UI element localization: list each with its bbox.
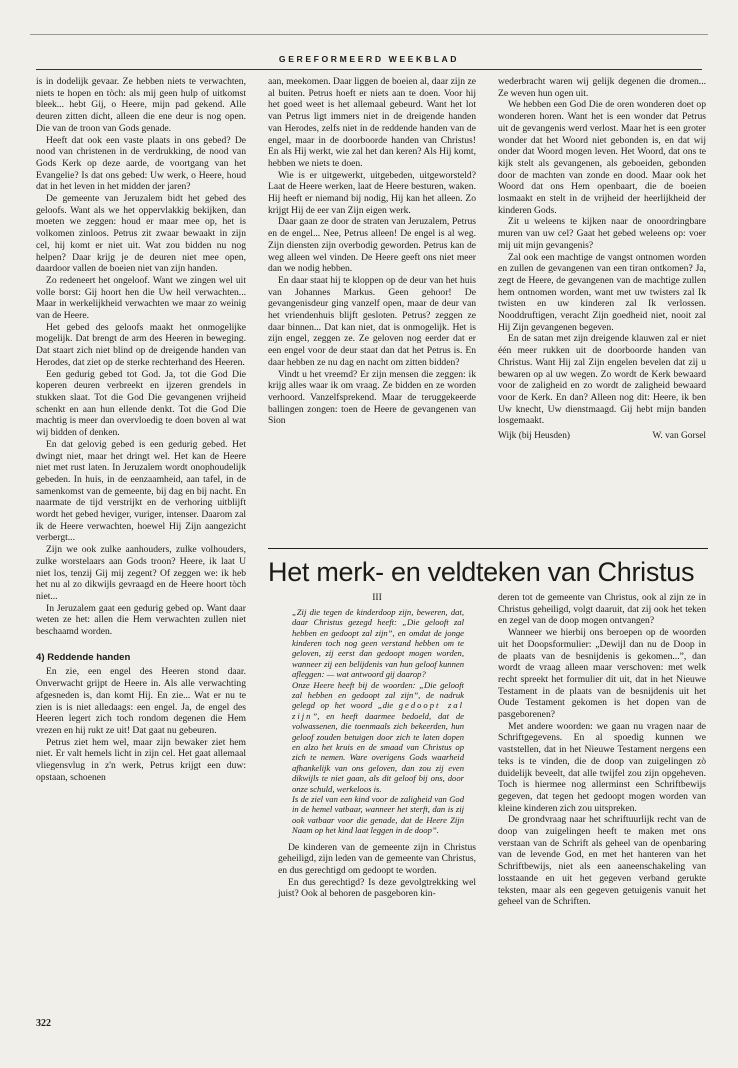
quote-text: Onze Heere heeft bij de woorden: „Die gelooft zal hebben en gedoopt zal zijn”, de nadruk gelegd op het woord „die xyxy=(292,679,464,711)
paragraph: Petrus ziet hem wel, maar zijn bewaker ziet hem niet. Er valt hemels licht in zijn cel. Het gaat allemaal vliegensvlug in z'n werk, Petrus krijgt een duw: opstaan, schoenen xyxy=(36,736,246,783)
catechism-quote xyxy=(292,607,464,836)
paragraph: De kinderen van de gemeente zijn in Christus geheiligd, zijn leden van de gemeente van Christus, en dus gerechtigd om gedoopt te worden. xyxy=(278,841,476,877)
paragraph: En zie, een engel des Heeren stond daar. Onverwacht grijpt de Heere in. Als alle verwachting afgesneden is, dan komt Hij. En zie... Wat er nu te zien is is niet alledaags: een engel. Ja, de engel des Heeren legert zich toch rondom degenen die Hem vrezen en hij rukt ze uit! Dat gaat nu gebeuren. xyxy=(36,666,246,736)
paragraph: We hebben een God Die de oren wonderen doet op wonderen horen. Want het is een wonder dat Petrus uit de gevangenis werd verlost. Maar het is een groter wonder dat het Woord niet gebonden is, en dat wij onder dat Woord mogen leven. Het Woord, dat ons te kijk stelt als gevangenen, als geboeiden, gebonden door de machten van zonde en dood. Maar ook het Woord dat ons Hem openbaart, die de boeien losmaakt en stelt in de vrijheid der heerlijkheid der kinderen Gods. xyxy=(498,99,706,216)
paragraph: is in dodelijk gevaar. Ze hebben niets te verwachten, niets te hopen en tòch: als mij geen hulp of uitkomst bleek... hebt Gij, o Heere, mijn pad gekend. Alle deuren zitten dicht, alleen die ene deur is nog open. Die van de troon van Gods genade. xyxy=(36,76,246,134)
paragraph: Wie is er uitgewerkt, uitgebeden, uitgeworsteld? Laat de Heere werken, laat de Heere besturen, waken. Hij heeft er niemand bij nodig, Hij kan het alleen. Zo krijgt Hij de eer van Zijn eigen werk. xyxy=(268,169,476,216)
paragraph: En daar staat hij te kloppen op de deur van het huis van Johannes Markus. Geen gehoor! De gevangenisdeur ging vanzelf open, maar de deur van het vriendenhuis blijft gesloten. Petrus? zeggen ze daar binnen... Dat kan niet, dat is onmogelijk. Het is zijn engel, zeggen ze. Ze geloven nog eerder dat er een engel voor de deur staat dan dat het Petrus is. En daar hebben ze nu dag en nacht om zitten bidden? xyxy=(268,274,476,368)
paragraph: Het gebed des geloofs maakt het onmogelijke mogelijk. Dat brengt de arm des Heeren in beweging. Dat staart zich niet blind op de dreigende handen van Herodes, dat ziet op de sterke rechterhand des Heeren. xyxy=(36,321,246,368)
paragraph: Heeft dat ook een vaste plaats in ons gebed? De nood van christenen in de verdrukking, de nood van Gods Kerk op deze aarde, de voortgang van het Evangelie? Is dat ons gebed: Uw werk, o Heere, houd dat in het leven in het midden der jaren? xyxy=(36,134,246,193)
quote-emphasis: gedoopt zal zijn xyxy=(292,700,464,721)
paragraph: Zit u weleens te kijken naar de onoordringbare muren van uw cel? Gaat het gebed weleens op: voer mij uit mijn gevangenis? xyxy=(498,216,706,251)
paragraph: deren tot de gemeente van Christus, ook al zijn ze in Christus geheiligd, volgt daaruit, dat zij ook het teken en zegel van de doop mogen ontvangen? xyxy=(498,592,706,627)
paragraph: In Jeruzalem gaat een gedurig gebed op. Want daar weten ze het: allen die Hem verwachten zullen niet beschaamd worden. xyxy=(36,602,246,638)
quote-text: ”, en heeft daarmee bedoeld, dat de volwassenen, die toenmaals zich bekeerden, hun geloof zouden betuigen door zich te laten dopen en alzo het kruis en de smaad van Christus op zich te nemen. Ware overigens Gods waarheid afhankelijk van ons geloven, dan zou zij even dikwijls te niet gaan, als dit geloof bij ons, door onze schuld, werkeloos is. xyxy=(292,710,464,794)
article-column-2 xyxy=(498,592,706,908)
paragraph: En dat gelovig gebed is een gedurig gebed. Het dwingt niet, maar het dringt wel. Het kan de Heere niet met rust laten. In Jeruzalem wordt onophoudelijk gebeden. In huis, in de eenzaamheid, aan tafel, in de samenkomst van de gemeente, bij dag en bij nacht. En naarmate de tijd verstrijkt en de verhoring uitblijft wordt het gebed heviger, vuriger, intenser. Daarom zal ik de Heere verwachten, hoewel Hij Zijn aangezicht verbergt... xyxy=(36,438,246,544)
paragraph: Zal ook een machtige de vangst ontnomen worden en zullen de gevangenen van een tiran ontkomen? Ja, zegt de Heere, de gevangenen van de machtige zullen hem ontnomen worden, want met uw twisters zal Ik twisten en uw kinderen zal Ik verlossen. Nooddruftigen, veracht Zijn goedheid niet, nooit zal Hij Zijn gevangenen begeven. xyxy=(498,251,706,333)
paragraph: De grondvraag naar het schriftuurlijk recht van de doop van zuigelingen heeft te maken met ons verstaan van de Schrift als geheel van de openbaring van de levende God, en met het hanteren van het Schriftbewijs, niet als een aaneenschakeling van losstaande en uit het gegeven verband gerukte teksten, maar als een gegeven getuigenis vanuit het geheel van de Schriften. xyxy=(498,814,706,908)
signature-place: Wijk (bij Heusden) xyxy=(498,431,571,442)
paragraph: Wanneer we hierbij ons beroepen op de woorden uit het Doopsformulier: „Dewijl dan nu de Doop in de plaats van de besnijdenis is gekomen...”, dan wordt de vraag alleen maar verschoven: met welk recht spreekt het formulier dit uit, dat in het Nieuwe Testament in de plaats van de besnijdenis uit het Oude Testament gekomen is het dopen van de pasgeborenen? xyxy=(498,627,706,721)
header-rule xyxy=(36,69,702,70)
top-edge-rule xyxy=(30,34,708,35)
paragraph: Met andere woorden: we gaan nu vragen naar de Schriftgegevens. En al spoedig kunnen we vaststellen, dat in het Nieuwe Testament nergens een teks is te vinden, die de doop van zuigelingen zò duidelijk beveelt, dat alle twijfel zou zijn opgeheven. Toch is hiermee nog allerminst een Schriftbewijs gegeven, dat tegen het gedoopt mogen worden van kleine kinderen zich zou uitspreken. xyxy=(498,720,706,814)
article-divider xyxy=(268,548,708,549)
paragraph: En de satan met zijn dreigende klauwen zal er niet één meer rukken uit de doorboorde handen van Christus. Want Hij zal Zijn engelen bevelen dat zij u bewaren op al uw wegen. Zo wordt de Kerk bewaard voor de zaligheid en zo wordt de zaligheid bewaard voor de Kerk. En dan? Alleen nog dit: Heere, ik ben Uw knecht, Uw dienstmaagd. Gij hebt mijn banden losgemaakt. xyxy=(498,333,706,427)
paragraph: Zo redeneert het ongeloof. Want we zingen wel uit volle borst: Gij hoort hen die Uw heil verwachten... Maar in werkelijkheid verwachten we maar zo weinig van de Heere. xyxy=(36,274,246,322)
quote-paragraph: Is de ziel van een kind voor de zaligheid van God in de hemel vatbaar, wanneer het sterft, dan is zij ook vatbaar voor die genade, dat de Heere Zijn Naam op het kind laat leggen in de doop”. xyxy=(292,794,464,836)
column-2 xyxy=(268,76,476,427)
paragraph: En dus gerechtigd? Is deze gevolgtrekking wel juist? Ook al behoren de pasgeboren kin- xyxy=(278,876,476,900)
paragraph: Daar gaan ze door de straten van Jeruzalem, Petrus en de engel... Nee, Petrus alleen! De engel is al weg. Zijn diensten zijn overbodig geworden. Petrus kan de weg alleen wel vinden. De Heere geeft ons niet meer dan we nodig hebben. xyxy=(268,216,476,275)
article-title: Het merk- en veldteken van Christus xyxy=(268,557,695,587)
publication-header: GEREFORMEERD WEEKBLAD xyxy=(278,54,460,64)
section-number: III xyxy=(372,592,382,603)
paragraph: wederbracht waren wij gelijk degenen die dromen... Ze weven hun ogen uit. xyxy=(498,76,706,99)
paragraph: Vindt u het vreemd? Er zijn mensen die zeggen: ik krijg alles waar ik om vraag. Ze bidden en ze worden verhoord. Vanzelfsprekend. Maar de teruggekeerde ballingen zongen: toen de Heere de gevangenen van Sion xyxy=(268,368,476,427)
quote-paragraph: „Zij die tegen de kinderdoop zijn, beweren, dat, daar Christus gezegd heeft: „Die gelooft zal hebben en gedoopt zal zijn”, en omdat de jonge kinderen toch nog geen verstand hebben om te geloven, zij eerst dan gedoopt mogen worden, wanneer zij een belijdenis van hun geloof kunnen afleggen: — wat antwoord gij daarop? xyxy=(292,606,464,680)
signature xyxy=(498,431,706,443)
column-3 xyxy=(498,76,706,443)
paragraph: De gemeente van Jeruzalem bidt het gebed des geloofs. Want als we het oppervlakkig bekijken, dan moeten we zeggen: houd er maar mee op, het is volkomen zinloos. Petrus zit zwaar bewaakt in zijn cel, hij komt er niet uit. Wat zou bidden nu nog helpen? Daar krijg je de deuren niet mee open, daardoor vallen de boeien niet van zijn handen. xyxy=(36,193,246,275)
column-1 xyxy=(36,76,246,783)
paragraph: Zijn we ook zulke aanhouders, zulke volhouders, zulke worstelaars aan Gods troon? Heere, ik laat U niet los, tenzij Gij mij zegent? Of zeggen we: ik heb het nu al zo dikwijls gevraagd en de Heere hoort tòch niet... xyxy=(36,544,246,602)
quote-paragraph xyxy=(292,680,464,794)
signature-author: W. van Gorsel xyxy=(652,431,706,442)
page-number: 322 xyxy=(36,1018,51,1029)
section-heading: 4) Reddende handen xyxy=(36,651,131,663)
article-column-1 xyxy=(278,592,476,900)
paragraph: Een gedurig gebed tot God. Ja, tot die God Die koperen deuren verbreekt en ijzeren grendels in stukken slaat. Tot die God Die gevangenen vrijheid schenkt en aan hun ellende denkt. Tot die God Die machtig is meer dan overvloedig te doen boven al wat wij bidden of denken. xyxy=(36,368,246,439)
paragraph: aan, meekomen. Daar liggen de boeien al, daar zijn ze al buiten. Petrus hoeft er niets aan te doen. Voor hij het goed weet is het allemaal gebeurd. Want het lot van Petrus ligt immers niet in de dreigende handen van Herodes, zelfs niet in de reddende handen van de engel, maar in de doorboorde handen van Christus! En als Hij werkt, wie zal het dan keren? Als Hij komt, hebben we niets te doen. xyxy=(268,76,476,169)
